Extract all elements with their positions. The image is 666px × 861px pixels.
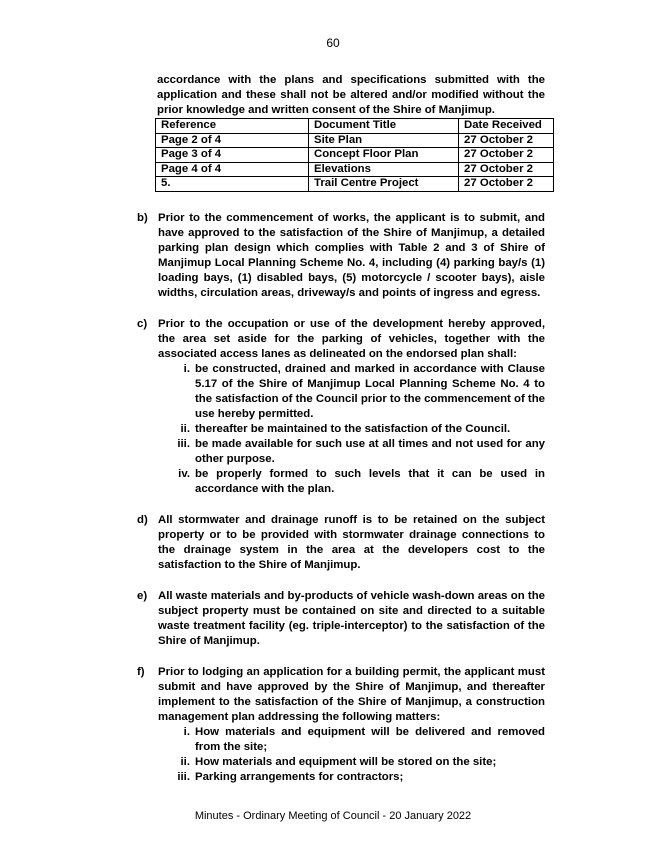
table-cell: Site Plan bbox=[309, 133, 459, 148]
table-row bbox=[156, 162, 554, 177]
table-cell: 27 October 2 bbox=[459, 133, 554, 148]
table-header-cell: Document Title bbox=[309, 119, 459, 134]
condition-f bbox=[137, 665, 545, 785]
table-header-row bbox=[156, 119, 554, 134]
list-item-text: Parking arrangements for contractors; bbox=[195, 770, 404, 783]
condition-f-list bbox=[158, 725, 545, 785]
condition-e bbox=[137, 589, 545, 649]
table-header-cell: Reference bbox=[156, 119, 309, 134]
list-item-number: iii. bbox=[177, 770, 190, 783]
table-cell: 27 October 2 bbox=[459, 162, 554, 177]
list-item-text: be properly formed to such levels that it can be used in accordance with the plan. bbox=[195, 467, 545, 495]
list-item-number: iii. bbox=[177, 437, 190, 450]
table-cell: Page 3 of 4 bbox=[156, 148, 309, 163]
table-cell: 27 October 2 bbox=[459, 148, 554, 163]
table-header-cell: Date Received bbox=[459, 119, 554, 134]
condition-label: b) bbox=[137, 211, 148, 224]
condition-c bbox=[137, 317, 545, 497]
table-cell: Page 2 of 4 bbox=[156, 133, 309, 148]
condition-label: f) bbox=[137, 665, 145, 678]
list-item bbox=[158, 467, 545, 497]
condition-text: All stormwater and drainage runoff is to be retained on the subject property or to be provided with stormwater drainage connections to the drainage system in the area at the developers cost to the satisfaction to the Shire of Manjimup. bbox=[158, 513, 545, 571]
page-number: 60 bbox=[326, 36, 340, 50]
condition-text: Prior to the commencement of works, the applicant is to submit, and have approved to the satisfaction of the Shire of Manjimup, a detailed parking plan design which complies with Table 2 and 3 of Shire of Manjimup Local Planning Scheme No. 4, including (4) parking bay/s (1) loading bays, (1) disabled bays, (5) motorcycle / scooter bays), aisle widths, circulation areas, driveway/s and points of ingress and egress. bbox=[158, 211, 545, 299]
list-item bbox=[158, 725, 545, 755]
list-item-number: ii. bbox=[180, 422, 190, 435]
table-cell: 27 October 2 bbox=[459, 177, 554, 192]
list-item-number: i. bbox=[183, 725, 190, 738]
table-cell: Page 4 of 4 bbox=[156, 162, 309, 177]
table-cell: Trail Centre Project bbox=[309, 177, 459, 192]
condition-d bbox=[137, 513, 545, 573]
list-item bbox=[158, 770, 545, 785]
list-item bbox=[158, 422, 545, 437]
list-item-number: i. bbox=[183, 362, 190, 375]
table-cell: Elevations bbox=[309, 162, 459, 177]
list-item-number: iv. bbox=[178, 467, 190, 480]
list-item bbox=[158, 437, 545, 467]
table-row bbox=[156, 133, 554, 148]
list-item-text: How materials and equipment will be stored on the site; bbox=[195, 755, 497, 768]
list-item-number: ii. bbox=[180, 755, 190, 768]
list-item-text: be made available for such use at all times and not used for any other purpose. bbox=[195, 437, 545, 465]
table-cell: Concept Floor Plan bbox=[309, 148, 459, 163]
page-body bbox=[137, 73, 545, 785]
plans-table bbox=[155, 118, 554, 192]
condition-label: c) bbox=[137, 317, 148, 330]
table-row bbox=[156, 177, 554, 192]
condition-label: e) bbox=[137, 589, 148, 602]
condition-text: Prior to lodging an application for a building permit, the applicant must submit and have approved by the Shire of Manjimup, and thereafter implement to the satisfaction of the Shire of Manjimup, a construction management plan addressing the following matters: bbox=[158, 665, 545, 723]
list-item-text: thereafter be maintained to the satisfaction of the Council. bbox=[195, 422, 511, 435]
list-item bbox=[158, 362, 545, 422]
intro-paragraph: accordance with the plans and specifications submitted with the application and these shall not be altered and/or modified without the prior knowledge and written consent of the Shire of Manjimup. bbox=[157, 74, 545, 116]
condition-c-list bbox=[158, 362, 545, 497]
table-cell: 5. bbox=[156, 177, 309, 192]
list-item-text: How materials and equipment will be delivered and removed from the site; bbox=[195, 725, 545, 753]
list-item bbox=[158, 755, 545, 770]
list-item-text: be constructed, drained and marked in accordance with Clause 5.17 of the Shire of Manjimup Local Planning Scheme No. 4 to the satisfaction of the Council prior to the commencement of the use hereby permitted. bbox=[195, 362, 545, 420]
condition-b bbox=[137, 211, 545, 301]
page-footer: Minutes - Ordinary Meeting of Council - 20 January 2022 bbox=[194, 810, 472, 822]
table-row bbox=[156, 148, 554, 163]
condition-text: Prior to the occupation or use of the development hereby approved, the area set aside for the parking of vehicles, together with the associated access lanes as delineated on the endorsed plan shall: bbox=[158, 317, 545, 360]
condition-label: d) bbox=[137, 513, 148, 526]
condition-text: All waste materials and by-products of vehicle wash-down areas on the subject property must be contained on site and directed to a suitable waste treatment facility (eg. triple-interceptor) to the satisfaction of the Shire of Manjimup. bbox=[158, 589, 545, 647]
